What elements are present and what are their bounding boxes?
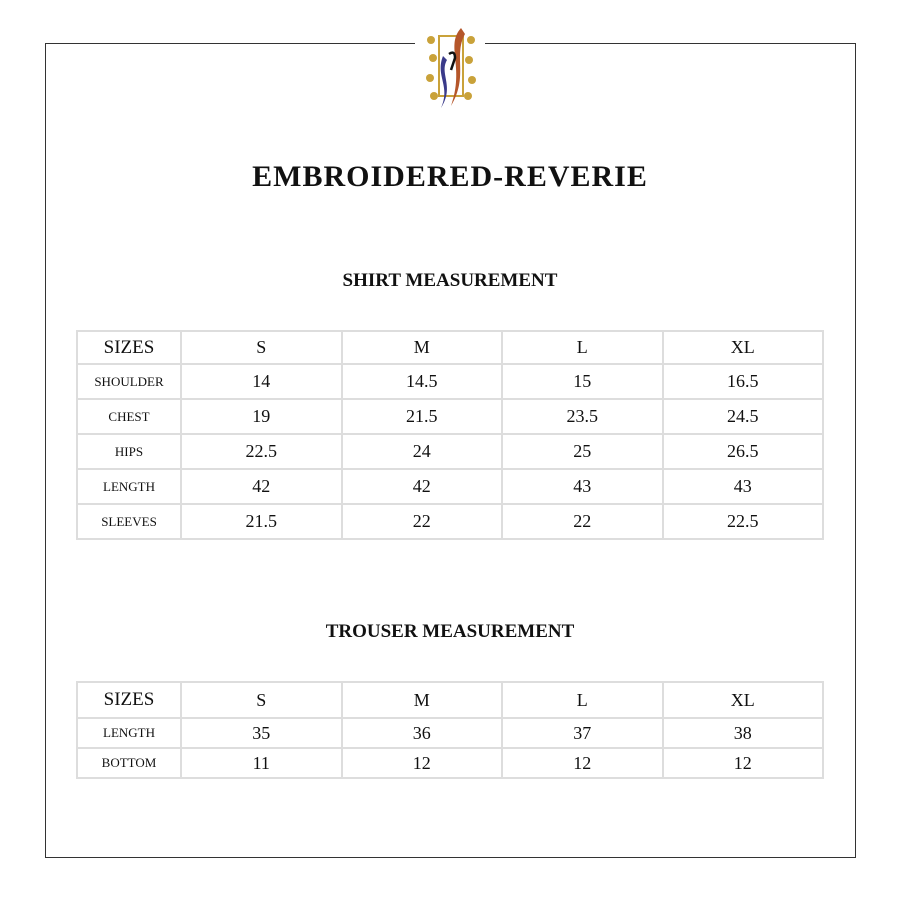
row-label: CHEST bbox=[77, 399, 181, 434]
measurement-cell: 22.5 bbox=[663, 504, 824, 539]
size-header: XL bbox=[663, 682, 824, 718]
brand-title: EMBROIDERED-REVERIE bbox=[252, 160, 648, 193]
measurement-cell: 24.5 bbox=[663, 399, 824, 434]
row-label: HIPS bbox=[77, 434, 181, 469]
header-label: SIZES bbox=[77, 331, 181, 364]
table-row bbox=[77, 364, 823, 399]
size-header: L bbox=[502, 331, 663, 364]
size-header: M bbox=[342, 682, 503, 718]
trouser-measurement-table bbox=[76, 681, 824, 779]
row-label: SLEEVES bbox=[77, 504, 181, 539]
measurement-cell: 26.5 bbox=[663, 434, 824, 469]
measurement-cell: 21.5 bbox=[342, 399, 503, 434]
measurement-cell: 22 bbox=[342, 504, 503, 539]
measurement-cell: 24 bbox=[342, 434, 503, 469]
header-row bbox=[77, 682, 823, 718]
measurement-cell: 12 bbox=[502, 748, 663, 778]
header-label: SIZES bbox=[77, 682, 181, 718]
measurement-cell: 35 bbox=[181, 718, 342, 748]
measurement-cell: 12 bbox=[663, 748, 824, 778]
shirt-section-title: SHIRT MEASUREMENT bbox=[342, 270, 558, 291]
trouser-section-title: TROUSER MEASUREMENT bbox=[325, 621, 575, 642]
measurement-cell: 23.5 bbox=[502, 399, 663, 434]
measurement-cell: 36 bbox=[342, 718, 503, 748]
brand-logo-icon bbox=[425, 26, 477, 110]
row-label: LENGTH bbox=[77, 469, 181, 504]
table-row bbox=[77, 748, 823, 778]
measurement-cell: 12 bbox=[342, 748, 503, 778]
measurement-cell: 16.5 bbox=[663, 364, 824, 399]
measurement-cell: 15 bbox=[502, 364, 663, 399]
measurement-cell: 37 bbox=[502, 718, 663, 748]
measurement-cell: 25 bbox=[502, 434, 663, 469]
table-row bbox=[77, 504, 823, 539]
measurement-cell: 38 bbox=[663, 718, 824, 748]
size-header: M bbox=[342, 331, 503, 364]
row-label: BOTTOM bbox=[77, 748, 181, 778]
measurement-cell: 19 bbox=[181, 399, 342, 434]
size-header: L bbox=[502, 682, 663, 718]
row-label: SHOULDER bbox=[77, 364, 181, 399]
measurement-cell: 22.5 bbox=[181, 434, 342, 469]
table-row bbox=[77, 718, 823, 748]
table-row bbox=[77, 469, 823, 504]
size-header: S bbox=[181, 331, 342, 364]
measurement-cell: 42 bbox=[181, 469, 342, 504]
row-label: LENGTH bbox=[77, 718, 181, 748]
measurement-cell: 14.5 bbox=[342, 364, 503, 399]
measurement-cell: 22 bbox=[502, 504, 663, 539]
size-header: XL bbox=[663, 331, 824, 364]
measurement-cell: 11 bbox=[181, 748, 342, 778]
measurement-cell: 21.5 bbox=[181, 504, 342, 539]
table-row bbox=[77, 399, 823, 434]
shirt-measurement-table bbox=[76, 330, 824, 540]
size-header: S bbox=[181, 682, 342, 718]
measurement-cell: 14 bbox=[181, 364, 342, 399]
measurement-cell: 42 bbox=[342, 469, 503, 504]
measurement-cell: 43 bbox=[502, 469, 663, 504]
measurement-cell: 43 bbox=[663, 469, 824, 504]
table-row bbox=[77, 434, 823, 469]
header-row bbox=[77, 331, 823, 364]
